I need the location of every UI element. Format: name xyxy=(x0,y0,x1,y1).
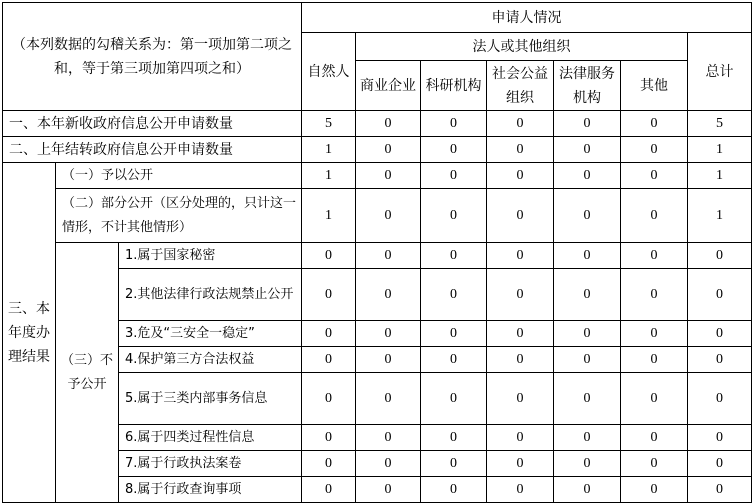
table-row xyxy=(3,243,752,269)
cell-total: 0 xyxy=(688,321,752,347)
cell-public-welfare: 0 xyxy=(487,451,554,477)
cell-other: 0 xyxy=(621,477,688,503)
cell-research: 0 xyxy=(421,189,487,243)
cell-legal-service: 0 xyxy=(554,451,621,477)
cell-public-welfare: 0 xyxy=(487,321,554,347)
table-row xyxy=(3,111,752,137)
cell-natural-person: 0 xyxy=(302,347,356,373)
cell-business: 0 xyxy=(356,373,421,425)
cell-total: 0 xyxy=(688,347,752,373)
cell-public-welfare: 0 xyxy=(487,111,554,137)
section-three-label: 三、本年度办理结果 xyxy=(3,163,56,503)
row-label: 8.属于行政查询事项 xyxy=(119,477,302,503)
cell-natural-person: 1 xyxy=(302,137,356,163)
row-label: 3.危及“三安全一稳定” xyxy=(119,321,302,347)
cell-research: 0 xyxy=(421,137,487,163)
cell-natural-person: 0 xyxy=(302,477,356,503)
cell-natural-person: 0 xyxy=(302,269,356,321)
cell-total: 5 xyxy=(688,111,752,137)
row-label: 一、本年新收政府信息公开申请数量 xyxy=(3,111,302,137)
cell-other: 0 xyxy=(621,321,688,347)
cell-other: 0 xyxy=(621,137,688,163)
org-type-business: 商业企业 xyxy=(356,61,421,111)
cell-business: 0 xyxy=(356,477,421,503)
gov-info-disclosure-table xyxy=(2,2,752,503)
cell-business: 0 xyxy=(356,137,421,163)
cell-public-welfare: 0 xyxy=(487,269,554,321)
table-note: （本列数据的勾稽关系为：第一项加第二项之和，等于第三项加第四项之和） xyxy=(3,3,302,111)
cell-other: 0 xyxy=(621,373,688,425)
cell-natural-person: 5 xyxy=(302,111,356,137)
cell-business: 0 xyxy=(356,269,421,321)
cell-total: 1 xyxy=(688,163,752,189)
cell-total: 1 xyxy=(688,137,752,163)
cell-legal-service: 0 xyxy=(554,347,621,373)
row-label: （二）部分公开（区分处理的，只计这一情形，不计其他情形） xyxy=(56,189,302,243)
cell-business: 0 xyxy=(356,425,421,451)
row-label: 二、上年结转政府信息公开申请数量 xyxy=(3,137,302,163)
cell-public-welfare: 0 xyxy=(487,347,554,373)
cell-legal-service: 0 xyxy=(554,477,621,503)
org-type-legal-service: 法律服务机构 xyxy=(554,61,621,111)
cell-research: 0 xyxy=(421,373,487,425)
cell-business: 0 xyxy=(356,111,421,137)
cell-natural-person: 0 xyxy=(302,451,356,477)
cell-research: 0 xyxy=(421,321,487,347)
cell-research: 0 xyxy=(421,425,487,451)
cell-total: 0 xyxy=(688,425,752,451)
cell-legal-service: 0 xyxy=(554,425,621,451)
cell-business: 0 xyxy=(356,321,421,347)
cell-legal-service: 0 xyxy=(554,137,621,163)
cell-total: 0 xyxy=(688,269,752,321)
cell-research: 0 xyxy=(421,347,487,373)
cell-public-welfare: 0 xyxy=(487,243,554,269)
cell-research: 0 xyxy=(421,269,487,321)
cell-legal-service: 0 xyxy=(554,111,621,137)
cell-other: 0 xyxy=(621,111,688,137)
cell-legal-service: 0 xyxy=(554,321,621,347)
org-type-research: 科研机构 xyxy=(421,61,487,111)
org-type-other: 其他 xyxy=(621,61,688,111)
cell-other: 0 xyxy=(621,425,688,451)
total-header: 总计 xyxy=(688,33,752,111)
cell-other: 0 xyxy=(621,269,688,321)
cell-other: 0 xyxy=(621,347,688,373)
cell-business: 0 xyxy=(356,347,421,373)
cell-public-welfare: 0 xyxy=(487,189,554,243)
cell-total: 0 xyxy=(688,477,752,503)
row-label: 4.保护第三方合法权益 xyxy=(119,347,302,373)
cell-total: 0 xyxy=(688,373,752,425)
cell-other: 0 xyxy=(621,243,688,269)
cell-legal-service: 0 xyxy=(554,189,621,243)
cell-other: 0 xyxy=(621,163,688,189)
row-label: 5.属于三类内部事务信息 xyxy=(119,373,302,425)
cell-public-welfare: 0 xyxy=(487,425,554,451)
row-label: 1.属于国家秘密 xyxy=(119,243,302,269)
cell-research: 0 xyxy=(421,163,487,189)
cell-total: 1 xyxy=(688,189,752,243)
table-row xyxy=(3,137,752,163)
cell-research: 0 xyxy=(421,477,487,503)
cell-business: 0 xyxy=(356,451,421,477)
cell-business: 0 xyxy=(356,163,421,189)
cell-total: 0 xyxy=(688,451,752,477)
cell-research: 0 xyxy=(421,243,487,269)
legal-org-header: 法人或其他组织 xyxy=(356,33,688,61)
cell-business: 0 xyxy=(356,243,421,269)
cell-legal-service: 0 xyxy=(554,163,621,189)
row-label: 2.其他法律行政法规禁止公开 xyxy=(119,269,302,321)
cell-legal-service: 0 xyxy=(554,373,621,425)
cell-natural-person: 0 xyxy=(302,243,356,269)
cell-public-welfare: 0 xyxy=(487,477,554,503)
cell-research: 0 xyxy=(421,451,487,477)
row-label: 7.属于行政执法案卷 xyxy=(119,451,302,477)
cell-natural-person: 0 xyxy=(302,373,356,425)
cell-natural-person: 1 xyxy=(302,189,356,243)
cell-public-welfare: 0 xyxy=(487,137,554,163)
cell-other: 0 xyxy=(621,189,688,243)
row-label: （一）予以公开 xyxy=(56,163,302,189)
table-row xyxy=(3,189,752,243)
row-label: 6.属于四类过程性信息 xyxy=(119,425,302,451)
cell-research: 0 xyxy=(421,111,487,137)
table-row xyxy=(3,163,752,189)
cell-public-welfare: 0 xyxy=(487,163,554,189)
natural-person-header: 自然人 xyxy=(302,33,356,111)
cell-total: 0 xyxy=(688,243,752,269)
cell-legal-service: 0 xyxy=(554,243,621,269)
applicant-situation-header: 申请人情况 xyxy=(302,3,752,33)
cell-natural-person: 0 xyxy=(302,321,356,347)
cell-public-welfare: 0 xyxy=(487,373,554,425)
org-type-public-welfare: 社会公益组织 xyxy=(487,61,554,111)
cell-natural-person: 0 xyxy=(302,425,356,451)
cell-legal-service: 0 xyxy=(554,269,621,321)
cell-business: 0 xyxy=(356,189,421,243)
cell-natural-person: 1 xyxy=(302,163,356,189)
withheld-group-label: （三）不予公开 xyxy=(56,243,119,503)
cell-other: 0 xyxy=(621,451,688,477)
